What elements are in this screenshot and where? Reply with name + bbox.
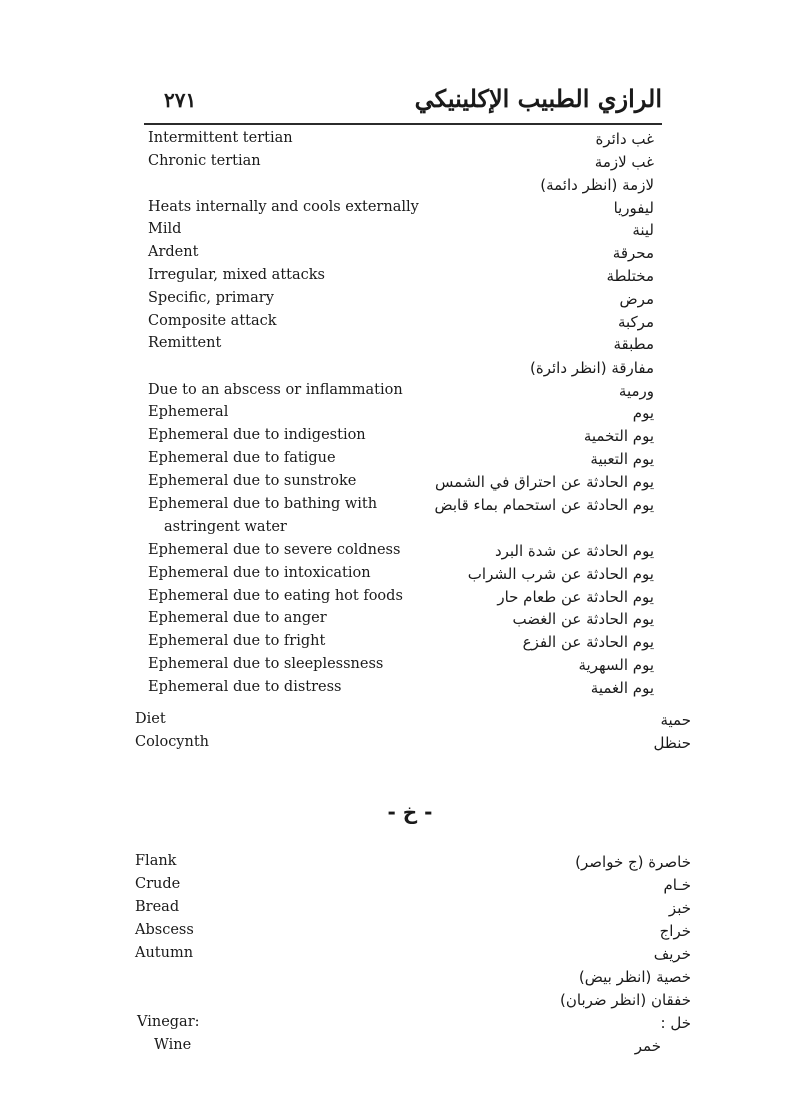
entry-en: Ephemeral due to severe coldness <box>148 542 401 558</box>
entry-ar: مركبة <box>617 313 654 331</box>
entry-ar: خبز <box>668 899 691 917</box>
header-rule <box>144 123 662 125</box>
page-header <box>142 82 662 122</box>
entry-en: Vinegar: <box>137 1014 200 1030</box>
section-letter-heading: - خ - <box>387 800 433 824</box>
entry-en: Ephemeral due to fright <box>148 633 326 649</box>
entry-en: Ephemeral due to fatigue <box>148 450 336 466</box>
entry-ar: ورمية <box>618 382 654 400</box>
running-title: الرازي الطبيب الإكلينيكي <box>414 84 662 113</box>
entry-ar: خل : <box>660 1014 691 1032</box>
entry-en: Ardent <box>148 244 199 260</box>
entry-en: Crude <box>135 876 181 892</box>
entry-en: Abscess <box>135 922 194 938</box>
entry-ar: خفقان (انظر ضربان) <box>560 991 691 1009</box>
entry-en: Ephemeral due to eating hot foods <box>148 588 403 604</box>
entry-ar: خريف <box>653 945 691 963</box>
entry-ar: خـام <box>663 876 691 894</box>
entry-ar: يوم <box>632 404 654 422</box>
entry-ar: يوم التخمية <box>583 427 654 445</box>
entry-en: Colocynth <box>135 734 210 750</box>
entry-en: Wine <box>154 1037 192 1053</box>
entry-en: astringent water <box>164 519 287 535</box>
entry-en: Ephemeral due to anger <box>148 610 327 626</box>
entry-en: Flank <box>135 853 177 869</box>
entry-en: Ephemeral <box>148 404 229 420</box>
entry-en: Bread <box>135 899 180 915</box>
entry-ar: يوم الحادثة عن الفزع <box>522 633 654 651</box>
entry-en: Ephemeral due to indigestion <box>148 427 366 443</box>
entry-en: Composite attack <box>148 313 277 329</box>
entry-ar: يوم الحادثة عن طعام حار <box>497 588 654 606</box>
entry-ar: خراج <box>659 922 691 940</box>
entry-ar: يوم السهرية <box>578 656 654 674</box>
entry-ar: لينة <box>632 221 654 239</box>
entry-ar: مختلطة <box>606 267 654 285</box>
entry-ar: يوم التعبية <box>590 450 654 468</box>
entry-ar: مطبقة <box>613 335 654 353</box>
entry-ar: مفارقة (انظر دائرة) <box>530 359 654 377</box>
entry-en: Autumn <box>135 945 194 961</box>
entry-en: Ephemeral due to intoxication <box>148 565 371 581</box>
entry-ar: محرقة <box>612 244 654 262</box>
entry-ar: خصية (انظر بيض) <box>578 968 691 986</box>
entry-ar: يوم الحادثة عن شدة البرد <box>494 542 654 560</box>
entry-ar: مرض <box>619 290 654 308</box>
entry-ar: يوم الحادثة عن شرب الشراب <box>467 565 654 583</box>
entry-en: Remittent <box>148 335 222 351</box>
entry-ar: يوم الغمية <box>590 679 654 697</box>
entry-en: Specific, primary <box>148 290 274 306</box>
entry-en: Ephemeral due to bathing with <box>148 496 378 512</box>
entry-ar: يوم الحادثة عن الغضب <box>512 610 654 628</box>
entry-ar: لازمة (انظر دائمة) <box>540 176 654 194</box>
entry-en: Diet <box>135 711 166 727</box>
entry-en: Intermittent tertian <box>148 130 293 146</box>
entry-en: Heats internally and cools externally <box>148 199 419 215</box>
entry-ar: خمر <box>634 1037 661 1055</box>
entry-ar: غب لازمة <box>594 153 654 171</box>
entry-ar: يوم الحادثة عن احتراق في الشمس <box>435 473 654 491</box>
entry-ar: حنظل <box>653 734 691 752</box>
entry-ar: خاصرة (ج خواصر) <box>575 853 691 871</box>
entry-ar: يوم الحادثة عن استحمام بماء قابض <box>434 496 654 514</box>
entry-en: Ephemeral due to distress <box>148 679 342 695</box>
entry-en: Ephemeral due to sunstroke <box>148 473 357 489</box>
entry-en: Mild <box>148 221 182 237</box>
entry-en: Chronic tertian <box>148 153 261 169</box>
entry-ar: غب دائرة <box>595 130 654 148</box>
entry-en: Irregular, mixed attacks <box>148 267 325 283</box>
entry-en: Due to an abscess or inflammation <box>148 382 403 398</box>
entry-en: Ephemeral due to sleeplessness <box>148 656 384 672</box>
page-number: ٢٧١ <box>164 88 197 112</box>
entry-ar: حمية <box>660 711 691 729</box>
entry-ar: ليفوريا <box>613 199 654 217</box>
